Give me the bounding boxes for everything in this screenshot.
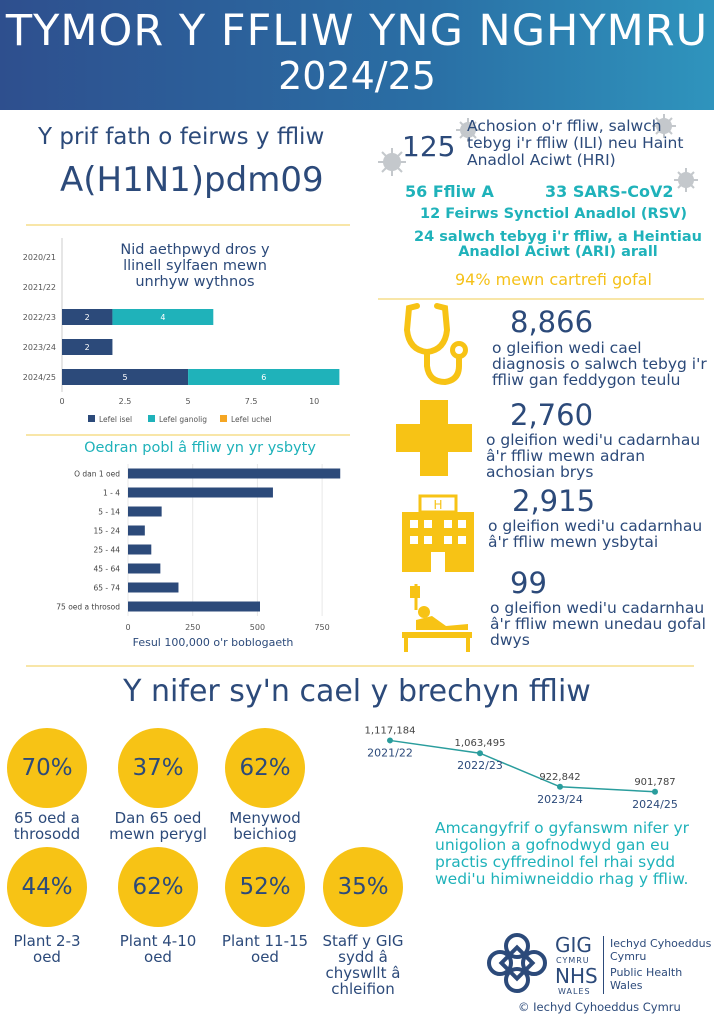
strain-name: A(H1N1)pdm09 [60,160,324,200]
uptake-children-11-15: 52% [225,847,305,927]
uptake-children-2-3: 44% [7,847,87,927]
data-label: 1,063,495 [454,738,506,750]
group-label: Dan 65 oed mewn perygl [109,809,207,843]
page-title: TYMOR Y FFLIW YNG NGHYMRU [5,6,709,56]
outbreak-count: 125 [402,130,456,163]
logo-divider [603,936,604,994]
age-bar [128,564,160,574]
hospital-icon [398,494,478,576]
age-hospital-chart [10,460,360,660]
age-bar [128,602,260,612]
data-label: 2 [84,313,90,322]
wales-text: WALES [558,987,591,996]
phw-knot-logo [484,930,550,996]
vaccinated-total-chart [355,715,710,825]
outbreak-description: Achosion o'r ffliw, salwch tebyg i'r ffliw (ILI) neu Haint Anadlol Aciwt (HRI) [467,117,684,169]
x-tick-label: 2024/25 [632,797,678,811]
y-tick-label: 2021/22 [22,283,56,292]
uptake-children-4-10: 62% [118,847,198,927]
cymru-text: CYMRU [556,956,590,965]
x-tick-label: 7.5 [244,397,258,406]
trend-line [390,740,655,791]
data-label: 1,117,184 [364,725,416,737]
x-axis-label: Fesul 100,000 o'r boblogaeth [132,636,294,649]
legend-swatch [220,415,227,422]
age-bar [128,488,273,498]
y-tick-label: 5 - 14 [98,507,120,517]
data-label: 2 [84,343,90,352]
divider [26,224,350,226]
data-label: 4 [160,313,166,322]
group-label: Plant 11-15 oed [221,932,309,966]
age-bar [128,507,162,517]
rsv-count: 12 Feirws Synctiol Anadlol (RSV) [420,206,688,222]
x-tick-label: 0 [59,397,65,406]
group-label: Plant 2-3 oed [13,932,81,966]
y-tick-label: 1 - 4 [102,488,120,498]
org-en-line2: Wales [610,979,643,992]
data-label: 6 [261,373,267,382]
group-label: Menywod beichiog [229,809,301,843]
legend-label: Lefel isel [99,415,133,424]
svg-text:H: H [433,498,443,512]
gig-text: GIG [555,933,592,957]
uptake-pregnant: 62% [225,728,305,808]
gp-description: o gleifion wedi cael diagnosis o salwch tebyg i'r ffliw gan feddygon teulu [492,339,707,389]
hospital-count: 2,915 [512,484,596,518]
y-tick-label: 2023/24 [22,343,56,352]
x-tick-label: 10 [309,397,320,406]
uptake-nhs-staff: 35% [323,847,403,927]
legend-label: Lefel uchel [231,415,272,424]
y-tick-label: 2020/21 [22,253,56,262]
y-tick-label: 2022/23 [22,313,56,322]
title-banner [0,0,714,110]
vaccination-heading: Y nifer sy'n cael y brechyn ffliw [123,674,591,709]
y-tick-label: 15 - 24 [93,526,120,536]
data-point [652,789,658,795]
gp-count: 8,866 [510,305,594,339]
x-tick-label: 0 [125,623,131,632]
sars-count: 33 SARS-CoV2 [545,182,674,201]
chart-annotation: Nid aethpwyd dros y llinell sylfaen mewn unrhyw wythnos [120,242,270,290]
y-tick-label: 2024/25 [22,373,56,382]
ae-count: 2,760 [510,398,594,432]
divider [26,665,694,667]
y-tick-label: 25 - 44 [93,545,120,555]
age-bar [128,545,151,555]
stethoscope-icon [395,300,475,390]
ili-ari-count: 24 salwch tebyg i'r ffliw, a Heintiau Anadlol Aciwt (ARI) arall [414,229,702,260]
legend-label: Lefel ganolig [159,415,208,424]
y-tick-label: O dan 1 oed [74,469,120,479]
org-name-en [610,966,682,992]
uptake-65-plus: 70% [7,728,87,808]
uptake-under-65-risk: 37% [118,728,198,808]
icu-bed-icon [396,580,476,656]
virus-icon [674,168,698,192]
strain-heading: Y prif fath o feirws y ffliw [38,124,325,150]
x-tick-label: 2021/22 [367,746,413,760]
x-tick-label: 500 [249,623,266,632]
x-tick-label: 750 [314,623,330,632]
org-cy-line1: Iechyd Cyhoeddus [610,937,712,950]
care-home-percentage: 94% mewn cartrefi gofal [455,270,652,289]
data-point [477,750,483,756]
x-tick-label: 2023/24 [537,792,583,806]
data-point [557,784,563,790]
flu-a-count: 56 Ffliw A [405,182,494,201]
x-tick-label: 2.5 [118,397,132,406]
copyright: © Iechyd Cyhoeddus Cymru [518,1000,681,1014]
legend-swatch [88,415,95,422]
data-label: 901,787 [634,776,676,788]
icu-count: 99 [510,566,547,600]
vaccination-note: Amcangyfrif o gyfanswm nifer yr unigolion a gofnodwyd gan eu practis cyffredinol fel rhai sydd wedi'u himiwneiddio rhag y ffliw. [435,819,690,888]
ae-description: o gleifion wedi'u cadarnhau â'r ffliw mewn adran achosian brys [486,431,701,481]
group-label: Plant 4-10 oed [119,932,197,966]
age-bar [128,469,340,479]
age-bar [128,526,145,536]
data-label: 922,842 [539,771,581,783]
age-bar [128,583,178,593]
org-cy-line2: Cymru [610,950,647,963]
x-tick-label: 5 [185,397,191,406]
data-point [387,737,393,743]
legend-swatch [148,415,155,422]
group-label: 65 oed a throsodd [13,809,81,843]
divider [26,434,350,436]
y-tick-label: 75 oed a throsod [56,602,120,612]
org-en-line1: Public Health [610,966,683,979]
x-tick-label: 2022/23 [457,759,503,773]
icu-description: o gleifion wedi'u cadarnhau â'r ffliw mewn unedau gofal dwys [490,599,706,649]
nhs-text: NHS [555,964,598,988]
hospital-description: o gleifion wedi'u cadarnhau â'r ffliw mewn ysbytai [488,517,703,551]
x-tick-label: 250 [185,623,201,632]
season-label: 2024/25 [278,54,436,98]
age-chart-title: Oedran pobl â ffliw yn yr ysbyty [84,440,316,456]
y-tick-label: 65 - 74 [93,583,120,593]
org-name-cy [610,937,711,963]
y-tick-label: 45 - 64 [93,564,120,574]
data-label: 5 [122,373,128,382]
medical-cross-icon [394,398,474,478]
group-label: Staff y GIG sydd â chyswllt â chleifion [322,932,404,998]
